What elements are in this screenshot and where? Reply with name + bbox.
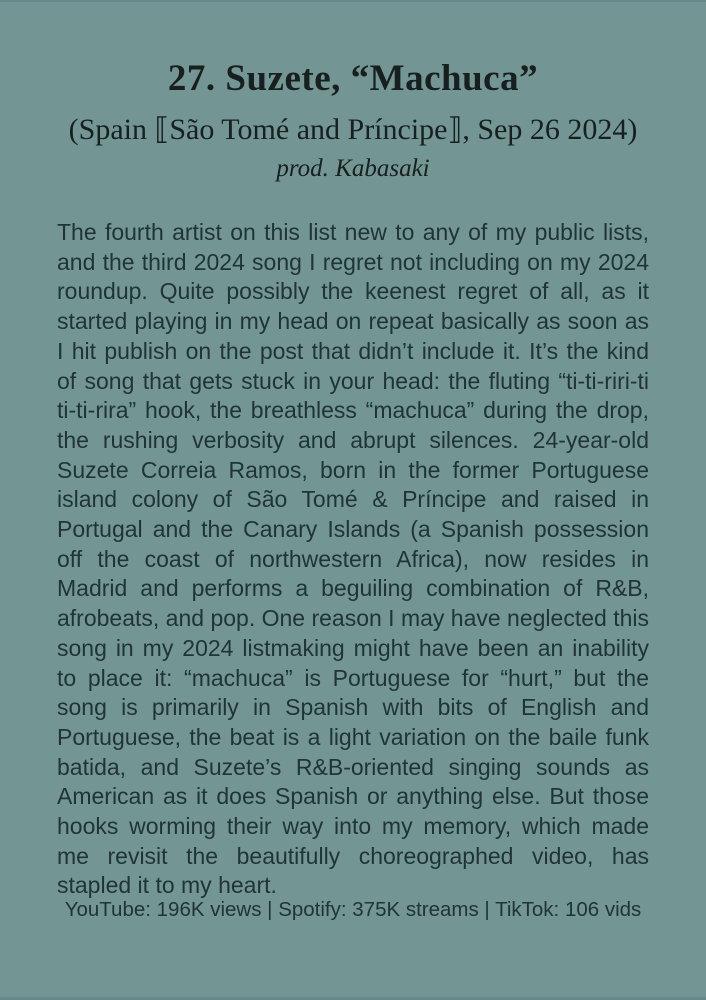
stats-line: YouTube: 196K views | Spotify: 375K streams | TikTok: 106 vids [64,898,642,921]
top-edge-divider [0,0,706,2]
post-producer-credit: prod. Kabasaki [276,155,430,182]
post-subtitle: (Spain ⟦São Tomé and Príncipe⟧, Sep 26 2024) [68,113,638,146]
post-header [0,58,706,184]
post-body-paragraph: The fourth artist on this list new to any of my public lists, and the third 2024 song I regret not including on my 2024 roundup. Quite possibly the keenest regret of all, as it started playing in my head on repeat basically as soon as I hit publish on the post that didn’t include it. It’s the kind of song that gets stuck in your head: the fluting “ti-ti-riri-ti ti-ti-rira” hook, the breathless “machuca” during the drop, the rushing verbosity and abrupt silences. 24-year-old Suzete Correia Ramos, born in the former Portuguese island colony of São Tomé & Príncipe and raised in Portugal and the Canary Islands (a Spanish possession off the coast of northwestern Africa), now resides in Madrid and performs a beguiling combination of R&B, afrobeats, and pop. One reason I may have neglected this song in my 2024 listmaking might have been an inability to place it: “machuca” is Portuguese for “hurt,” but the song is primarily in Spanish with bits of English and Portuguese, the beat is a light variation on the baile funk batida, and Suzete’s R&B-oriented singing sounds as American as it does Spanish or anything else. But those hooks worming their way into my memory, which made me revisit the beautifully choreographed video, has stapled it to my heart. [57,219,649,899]
post-title: 27. Suzete, “Machuca” [167,58,539,99]
